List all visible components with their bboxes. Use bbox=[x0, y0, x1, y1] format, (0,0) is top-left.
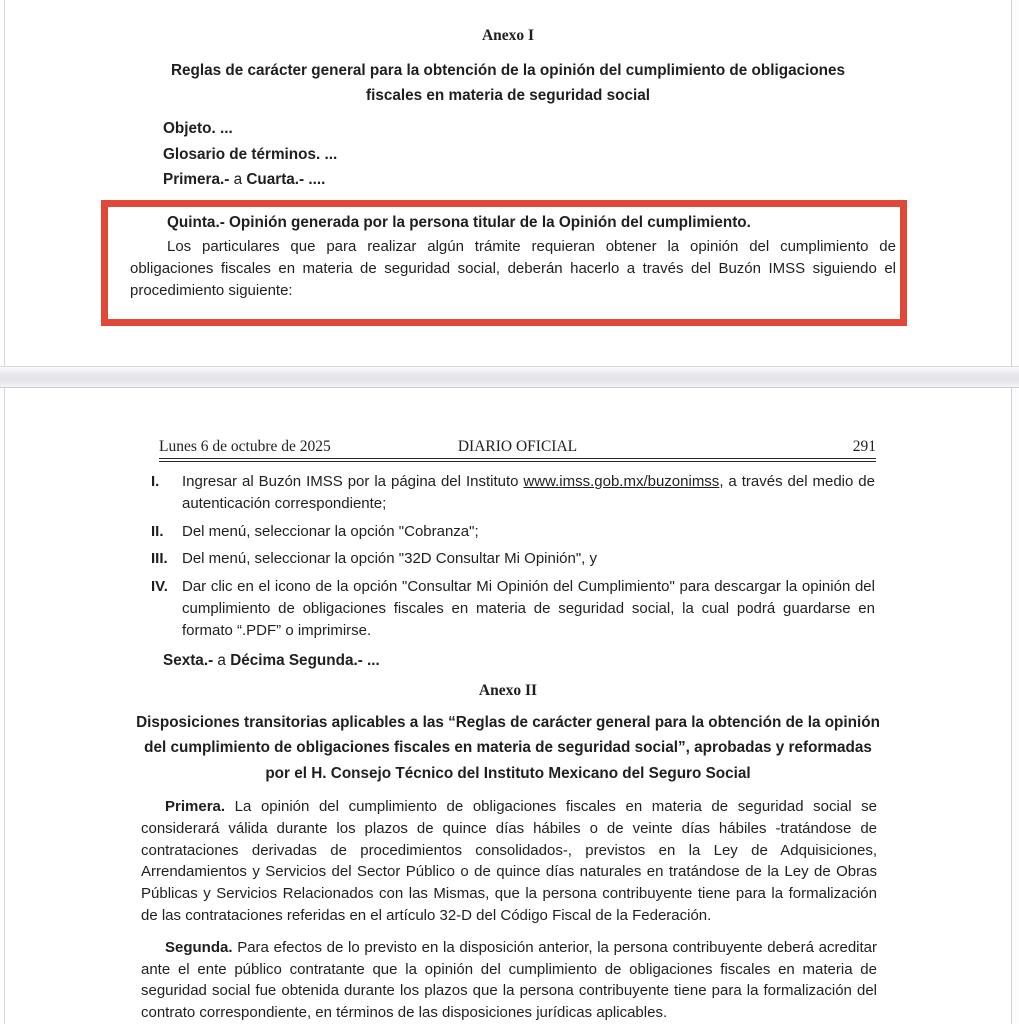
primera-lead: Primera. bbox=[165, 798, 226, 816]
masthead bbox=[159, 438, 876, 459]
list-item-1-pre: Ingresar al Buzón IMSS por la página del Instituto bbox=[182, 473, 524, 490]
segunda-paragraph bbox=[141, 937, 877, 1024]
roman-numeral-1: I. bbox=[151, 473, 160, 490]
buzonimss-link[interactable]: www.imss.gob.mx/buzonimss bbox=[523, 473, 720, 490]
segunda-text: Para efectos de lo previsto en la disposición anterior, la persona contribuyente deberá acreditar ante el ente público contratante que la opinión del cumplimiento de obligaciones fiscales en materia de seguridad social fue obtenida durante los plazos que la persona contribuyente tiene para la formalización del contrato correspondiente, en términos de las disposiciones jurídicas aplicables. bbox=[141, 938, 877, 1022]
disposiciones-title-line-2: del cumplimiento de obligaciones fiscales en materia de seguridad social”, aprobadas y reformadas bbox=[144, 739, 872, 757]
list-item-1-text bbox=[182, 471, 875, 515]
reglas-title-line-1: Reglas de carácter general para la obtención de la opinión del cumplimiento de obligaciones bbox=[170, 62, 846, 79]
range-bold-start: Primera.- bbox=[163, 171, 230, 188]
roman-numeral-3: III. bbox=[151, 550, 168, 568]
segunda-lead: Segunda. bbox=[165, 938, 233, 956]
list-item-1-post: , a través del medio de autenticación correspondiente; bbox=[182, 473, 875, 512]
range2-bold-end: Décima Segunda.- ... bbox=[230, 651, 380, 669]
highlight-box bbox=[101, 200, 907, 326]
disposiciones-title-line-1: Disposiciones transitorias aplicables a las “Reglas de carácter general para la obtención de la opinión bbox=[136, 713, 880, 731]
list-item-1 bbox=[151, 471, 875, 515]
primera-text: La opinión del cumplimiento de obligaciones fiscales en materia de seguridad social se considerará válida durante los plazos de quince días hábiles o de veinte días hábiles -tratándose de contrataciones derivadas de procedimientos consolidados-, previstos en la Ley de Adquisiciones, Arrendamientos y Servicios del Sector Público o de quince días naturales en tratándose de la Ley de Obras Públicas y Servicios Relacionados con las Mismas, que la persona contribuyente tiene para la formalización de las contrataciones referidas en el artículo 32-D del Código Fiscal de la Federación. bbox=[141, 798, 877, 925]
objeto-heading: Objeto. ... bbox=[163, 120, 233, 137]
list-item-3-text: Del menú, seleccionar la opción "32D Consultar Mi Opinión", y bbox=[182, 550, 598, 568]
sexta-decima-heading bbox=[163, 652, 1011, 670]
masthead-double-rule bbox=[159, 461, 876, 462]
masthead-date: Lunes 6 de octubre de 2025 bbox=[159, 438, 331, 455]
list-item-2-text: Del menú, seleccionar la opción "Cobranza"; bbox=[182, 522, 479, 540]
list-item-3 bbox=[151, 548, 875, 570]
masthead-title: DIARIO OFICIAL bbox=[457, 438, 578, 455]
anexo-ii-heading: Anexo II bbox=[478, 681, 538, 699]
roman-numeral-2: II. bbox=[151, 522, 164, 540]
disposiciones-title-line-3: por el H. Consejo Técnico del Instituto Mexicano del Seguro Social bbox=[265, 764, 751, 782]
range2-bold-start: Sexta.- bbox=[163, 651, 214, 669]
page-1-sheet bbox=[4, 0, 1012, 366]
list-item-2 bbox=[151, 521, 875, 543]
masthead-page-number: 291 bbox=[852, 438, 876, 455]
page-2-sheet bbox=[4, 388, 1012, 1024]
quinta-heading: Quinta.- Opinión generada por la persona titular de la Opinión del cumplimiento. bbox=[167, 214, 751, 231]
quinta-paragraph: Los particulares que para realizar algún trámite requieran obtener la opinión del cumplimiento de obligaciones fiscales en materia de seguridad social, deberán hacerlo a través del Buzón IMSS siguiendo el procedimiento siguiente: bbox=[130, 238, 896, 299]
range-bold-end: Cuarta.- .... bbox=[246, 171, 326, 188]
disposiciones-title bbox=[25, 710, 991, 787]
reglas-title-line-2: fiscales en materia de seguridad social bbox=[366, 86, 650, 104]
glosario-heading: Glosario de términos. ... bbox=[163, 146, 338, 163]
range2-connector: a bbox=[213, 651, 231, 669]
roman-numeral-4: IV. bbox=[151, 578, 168, 596]
page-break-gap bbox=[0, 366, 1019, 388]
range-connector: a bbox=[229, 171, 247, 188]
anexo-i-heading: Anexo I bbox=[481, 27, 535, 44]
list-item-4-text: Dar clic en el icono de la opción "Consultar Mi Opinión del Cumplimiento" para descargar la opinión del cumplimiento de obligaciones fiscales en materia de seguridad social, la cual podrá guardarse en formato “.PDF” o imprimirse. bbox=[182, 578, 875, 639]
reglas-title bbox=[25, 59, 991, 108]
primera-paragraph bbox=[141, 796, 877, 927]
primera-cuarta-heading bbox=[163, 171, 1011, 189]
list-item-4 bbox=[151, 576, 875, 641]
procedure-list bbox=[151, 471, 875, 642]
